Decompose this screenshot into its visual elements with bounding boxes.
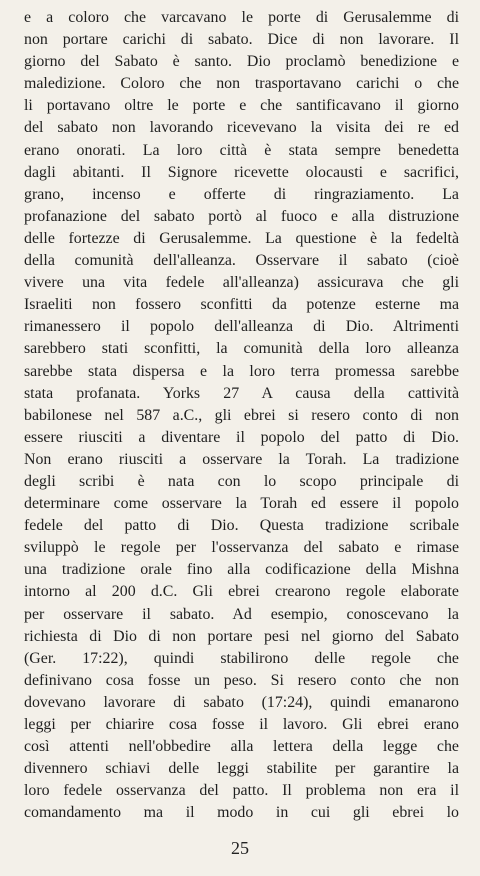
page-number: 25 <box>231 838 249 858</box>
text-line: (Ger. 17:22), quindi stabilirono delle regole che <box>24 649 459 667</box>
text-line: divennero schiavi delle leggi stabilite per garantire la <box>24 760 459 778</box>
text-line: degli scribi è nata con lo scopo principale di <box>24 472 459 490</box>
text-line: comandamento ma il modo in cui gli ebrei lo <box>24 804 459 822</box>
text-line: sarebbe stata dispersa e la loro terra promessa sarebbe <box>24 362 459 380</box>
text-line: una tradizione orale fino alla codificazione della Mishna <box>24 561 459 579</box>
text-line: vivere una vita fedele all'alleanza) assicurava che gli <box>24 274 459 292</box>
text-line: Israeliti non fossero sconfitti da potenze esterne ma <box>24 296 459 314</box>
text-line: dagli abitanti. Il Signore ricevette olocausti e sacrifici, <box>24 163 459 181</box>
text-line: sarebbero stati sconfitti, la comunità della loro alleanza <box>24 340 459 358</box>
text-line: maledizione. Coloro che non trasportavano carichi o che <box>24 75 459 93</box>
text-line: fedele del patto di Dio. Questa tradizione scribale <box>24 517 459 535</box>
text-line: per osservare il sabato. Ad esempio, conoscevano la <box>24 605 459 623</box>
text-line: dovevano lavorare di sabato (17:24), quindi emanarono <box>24 693 459 711</box>
text-line: sviluppò le regole per l'osservanza del sabato e rimase <box>24 539 459 557</box>
text-line: essere riusciti a diventare il popolo del patto di Dio. <box>24 428 459 446</box>
text-line: della comunità dell'alleanza. Osservare il sabato (cioè <box>24 252 459 270</box>
text-line: richiesta di Dio di non portare pesi nel giorno del Sabato <box>24 627 459 645</box>
text-line: così attenti nell'obbedire alla lettera della legge che <box>24 738 459 756</box>
text-line: stata profanata. Yorks 27 A causa della cattività <box>24 384 459 402</box>
text-line: definivano cosa fosse un peso. Si resero conto che non <box>24 671 459 689</box>
body-text <box>24 7 459 824</box>
text-line: Non erano riusciti a osservare la Torah. La tradizione <box>24 450 459 468</box>
text-line: del sabato non lavorando ricevevano la visita dei re ed <box>24 119 459 137</box>
text-line: erano onorati. La loro città è stata sempre benedetta <box>24 141 459 159</box>
text-line: rimanessero il popolo dell'alleanza di Dio. Altrimenti <box>24 318 459 336</box>
text-line: e a coloro che varcavano le porte di Gerusalemme di <box>24 9 459 26</box>
text-line: babilonese nel 587 a.C., gli ebrei si resero conto di non <box>24 406 459 424</box>
text-line: delle fortezze di Gerusalemme. La questione è la fedeltà <box>24 229 459 247</box>
text-line: li portavano oltre le porte e che santificavano il giorno <box>24 97 459 115</box>
text-line: grano, incenso e offerte di ringraziamento. La <box>24 185 459 203</box>
text-line: leggi per chiarire cosa fosse il lavoro. Gli ebrei erano <box>24 716 459 733</box>
text-line: non portare carichi di sabato. Dice di non lavorare. Il <box>24 31 459 49</box>
text-line: intorno al 200 d.C. Gli ebrei crearono regole elaborate <box>24 583 459 601</box>
text-line: loro fedele osservanza del patto. Il problema non era il <box>24 782 459 800</box>
text-line: giorno del Sabato è santo. Dio proclamò benedizione e <box>24 53 459 71</box>
text-line: determinare come osservare la Torah ed essere il popolo <box>24 495 459 513</box>
text-line: profanazione del sabato portò al fuoco e alla distruzione <box>24 207 459 225</box>
